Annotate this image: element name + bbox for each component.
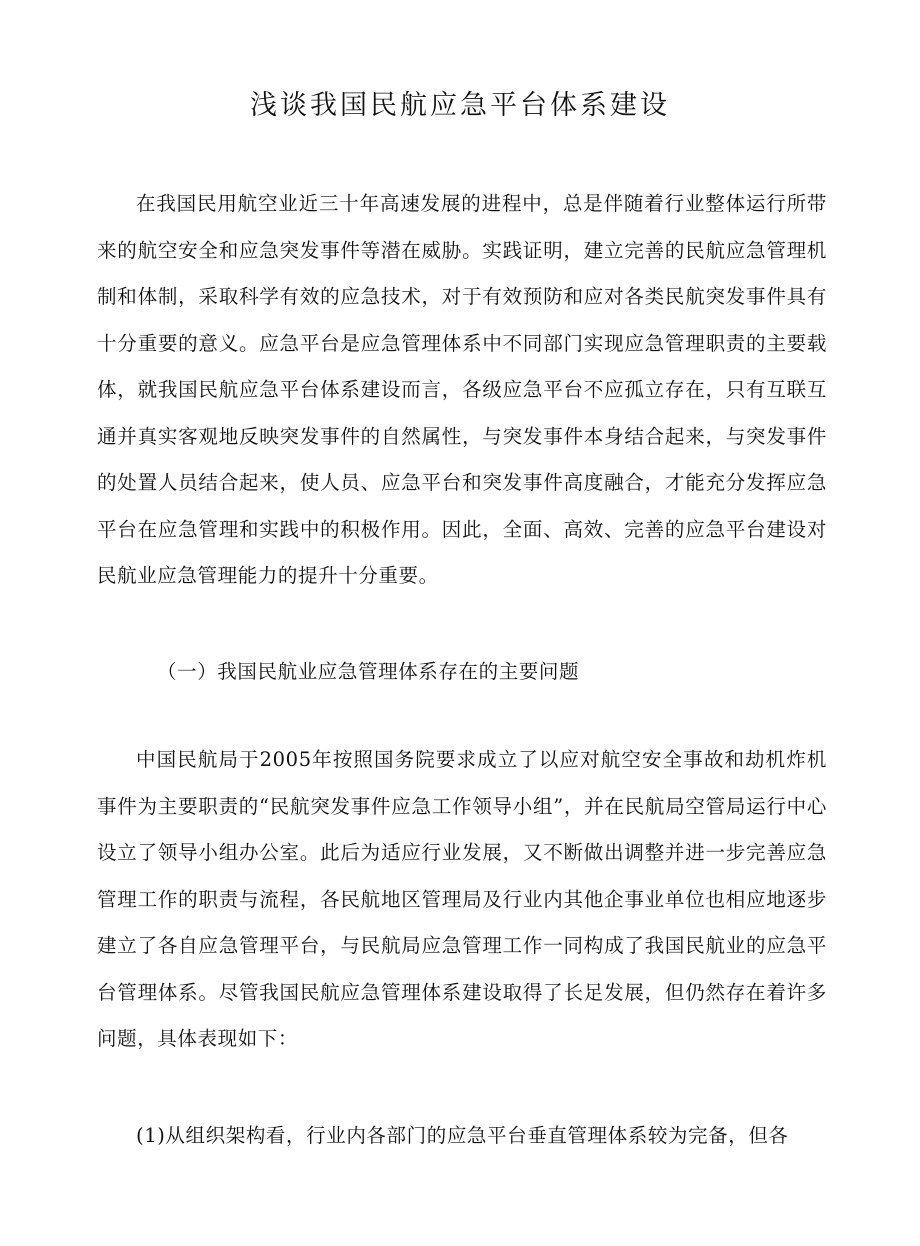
list-item-paragraph: (1)从组织架构看，行业内各部门的应急平台垂直管理体系较为完备，但各 bbox=[136, 1124, 789, 1147]
intro-paragraph: 在我国民用航空业近三十年高速发展的进程中，总是伴随着行业整体运行所带来的航空安全和应急突发事件等潜在威胁。实践证明，建立完善的民航应急管理机制和体制，采取科学有效的应急技术，对于有效预防和应对各类民航突发事件具有十分重要的意义。应急平台是应急管理体系中不同部门实现应急管理职责的主要载体，就我国民航应急平台体系建设而言，各级应急平台不应孤立存在，只有互联互通并真实客观地反映突发事件的自然属性，与突发事件本身结合起来，与突发事件的处置人员结合起来，使人员、应急平台和突发事件高度融合，才能充分发挥应急平台在应急管理和实践中的积极作用。因此，全面、高效、完善的应急平台建设对民航业应急管理能力的提升十分重要。 bbox=[97, 192, 827, 587]
section-heading: （一）我国民航业应急管理体系存在的主要问题 bbox=[157, 660, 580, 683]
body-paragraph: 中国民航局于2005年按照国务院要求成立了以应对航空安全事故和劫机炸机事件为主要职责的“民航突发事件应急工作领导小组”，并在民航局空管局运行中心设立了领导小组办公室。此后为适应行业发展，又不断做出调整并进一步完善应急管理工作的职责与流程，各民航地区管理局及行业内其他企事业单位也相应地逐步建立了各自应急管理平台，与民航局应急管理工作一同构成了我国民航业的应急平台管理体系。尽管我国民航应急管理体系建设取得了长足发展，但仍然存在着许多问题，具体表现如下： bbox=[97, 748, 827, 1050]
document-title: 浅谈我国民航应急平台体系建设 bbox=[250, 90, 670, 121]
